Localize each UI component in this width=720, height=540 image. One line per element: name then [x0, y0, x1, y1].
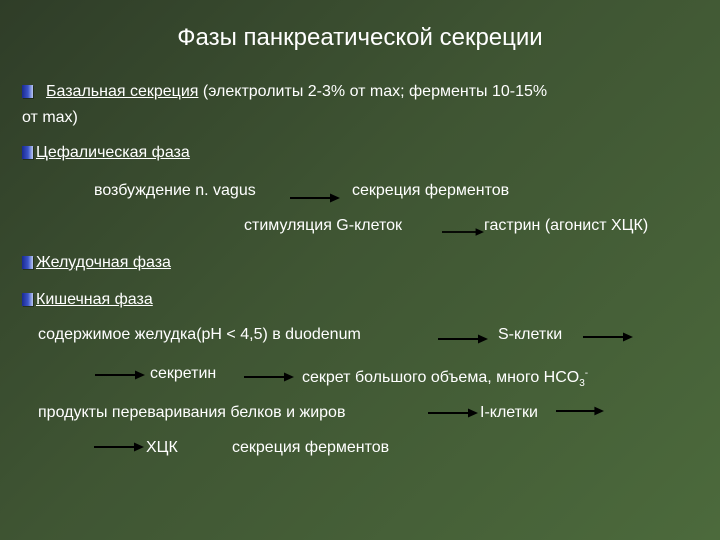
arrow-right-icon — [94, 369, 146, 381]
intestinal-line3-right: I-клетки — [480, 404, 538, 421]
hco3-superscript: - — [584, 368, 589, 379]
gastric-label: Желудочная фаза — [36, 254, 171, 271]
intestinal-line2-left: секретин — [150, 365, 217, 382]
bullet-icon — [22, 146, 33, 159]
intestinal-line2-right — [302, 364, 588, 394]
basal-note: (электролиты 2-3% от max; ферменты 10-15% — [202, 83, 548, 100]
intestinal-line1-left: содержимое желудка(pH < 4,5) в duodenum — [38, 326, 361, 343]
cephalic-line1-left: возбуждение n. vagus — [94, 182, 256, 199]
bullet-icon — [22, 256, 33, 269]
arrow-right-icon — [442, 226, 484, 238]
arrow-right-icon — [428, 407, 478, 419]
cephalic-line2-right: гастрин (агонист ХЦК) — [484, 217, 649, 234]
basal-line — [46, 82, 547, 102]
cephalic-label: Цефалическая фаза — [36, 144, 190, 161]
cephalic-line2-left: стимуляция G-клеток — [244, 217, 403, 234]
basal-label: Базальная секреция — [46, 83, 199, 100]
hco3-subscript: 3 — [579, 378, 585, 389]
arrow-right-icon — [582, 331, 634, 343]
cephalic-line1-right: секреция ферментов — [352, 182, 510, 199]
arrow-right-icon — [244, 371, 294, 383]
bullet-icon — [22, 293, 33, 306]
hco3-text: секрет большого объема, много HCO — [302, 369, 580, 386]
arrow-right-icon — [94, 441, 144, 453]
intestinal-line4-right: секреция ферментов — [232, 439, 390, 456]
basal-note-cont: от max) — [22, 109, 78, 126]
arrow-right-icon — [436, 333, 490, 345]
intestinal-line4-left: ХЦК — [146, 439, 178, 456]
intestinal-label: Кишечная фаза — [36, 291, 153, 308]
arrow-right-icon — [290, 192, 340, 204]
slide-title: Фазы панкреатической секреции — [177, 24, 543, 51]
bullet-icon — [22, 85, 33, 98]
intestinal-line3-left: продукты переваривания белков и жиров — [38, 404, 346, 421]
arrow-right-icon — [556, 405, 604, 417]
intestinal-line1-right: S-клетки — [498, 326, 563, 343]
